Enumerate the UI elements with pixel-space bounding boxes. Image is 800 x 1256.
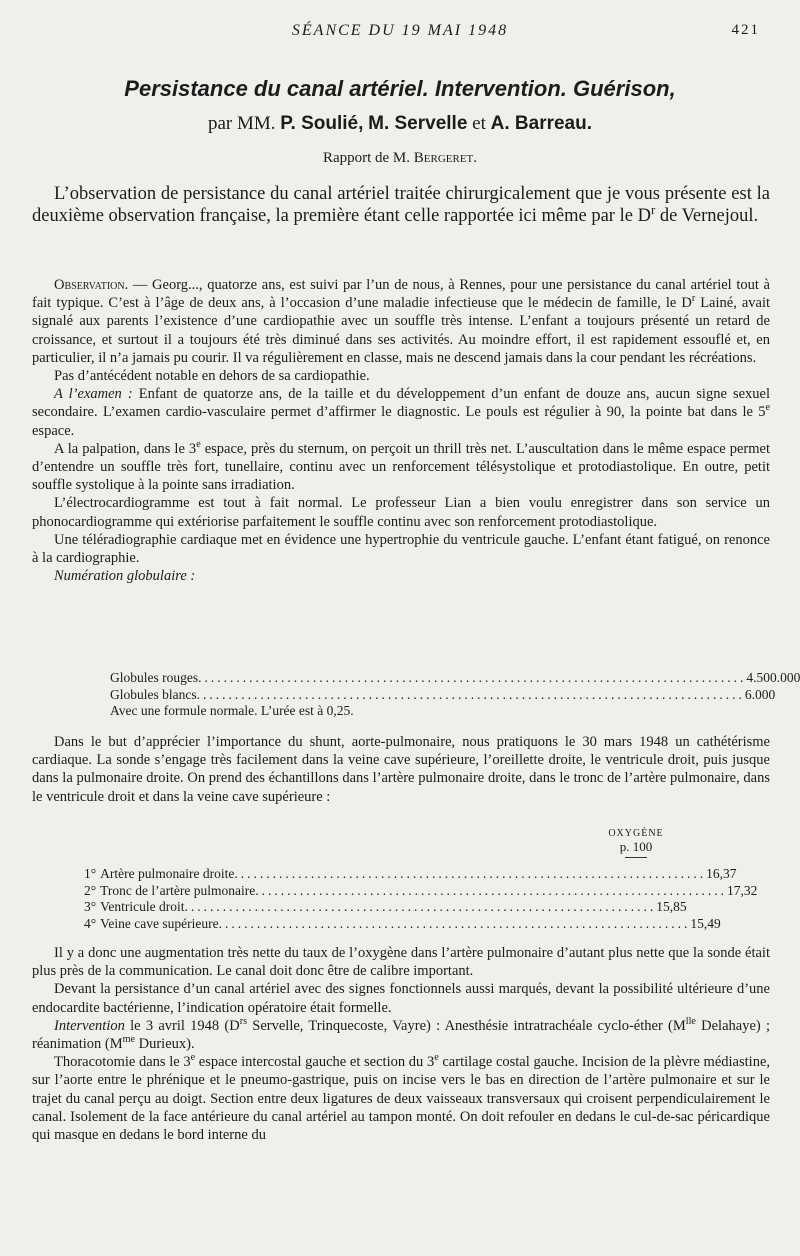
- blood-row: [110, 670, 800, 687]
- obs-p4-sup: e: [196, 439, 201, 450]
- oxygen-row-value: 15,85: [656, 899, 687, 914]
- thor-c: cartilage costal gauche. Incision de la plèvre médiastine, sur l’aorte entre le phrénique et le pneumo-gastrique, puis on incise vers le bas en direction de l’artère pulmonaire et sur le trajet du canal perçu au doigt. Section entre deux ligatures de deux vaisseaux transversaux qui croisent perpendiculairement le canal. Isolement de la face antérieure du canal artériel au tampon monté. On doit refouler en dedans le cul-de-sac péricardique qui masque en dedans le bord interne du: [32, 1054, 771, 1144]
- rapport-text: Rapport de M.: [322, 150, 411, 166]
- examen-label: A l’examen :: [54, 386, 133, 403]
- oxygen-row-label: Veine cave supérieure: [100, 915, 219, 931]
- blood-row-value: 4.500.000: [746, 670, 800, 685]
- thor-a: Thoracotomie dans le 3: [54, 1054, 191, 1071]
- observation-p1: [32, 276, 770, 367]
- closing-p1: Il y a donc une augmentation très nette du taux de l’oxygène dans l’artère pulmonaire d’autant plus nette que la sonde était plus près de la communication. Le canal doit donc être de calibre important.: [32, 945, 770, 980]
- obs-p3-sup: e: [765, 402, 770, 414]
- observation-p3: [32, 385, 770, 440]
- author-line: [32, 113, 768, 135]
- obs-p3b: espace.: [32, 422, 75, 439]
- closing-p2: Devant la persistance d’un canal artériel avec des signes fonctionnels aussi marqués, devant la possibilité ultérieure d’une endocardite bactérienne, l’indication opératoire était formelle.: [32, 981, 770, 1016]
- intro-text: L’observation de persistance du canal artériel traitée chirurgicalement que je vous présente est la deuxième observation française, la première étant celle rapportée ici même par le D: [32, 184, 770, 226]
- shunt-text: Dans le but d’apprécier l’importance du shunt, aorte-pulmonaire, nous pratiquons le 30 mars 1948 un cathétérisme cardiaque. La sonde s’engage très facilement dans la veine cave supérieure, l’oreillette droite, le ventricule droit, puis jusque dans la pulmonaire droite. On prend des échantillons dans l’artère pulmonaire droite, dans le tronc de l’artère pulmonaire, dans le ventricule droit et dans la veine cave supérieure :: [32, 734, 770, 805]
- obs-p1b: Lainé, avait signalé aux parents l’existence d’une cardiopathie avec un souffle très intense. L’enfant a toujours présenté un retard de croissance, et surtout il a toujours été très diminué dans ses activités. Au moindre effort, il est rapidement essouflé et, en particulier, il n’a jamais pu courir. Il va régulièrement en classe, mais ne descend jamais dans la cour pendant les récréations.: [32, 295, 771, 366]
- observation-p2: Pas d’antécédent notable en dehors de sa cardiopathie.: [54, 368, 370, 385]
- obs-p1-sup: r: [691, 293, 696, 305]
- author-1: P. Soulié,: [280, 113, 364, 134]
- int-a: le 3 avril 1948 (D: [124, 1017, 240, 1034]
- author-prefix: par MM.: [207, 113, 276, 134]
- leader-dots: ......................................................................................: [198, 670, 747, 685]
- thor-b: espace intercostal gauche et section du 3: [195, 1054, 435, 1071]
- oxygen-row: [84, 899, 687, 916]
- oxygen-head-2: p. 100: [619, 839, 653, 854]
- observation-p5: L’électrocardiogramme est tout à fait normal. Le professeur Lian a bien voulu enregistrer dans son service un phonocardiogramme qui extériorise parfaitement le souffle continu avec son renforcement protodiastolique.: [32, 495, 770, 530]
- blood-note: Avec une formule normale. L’urée est à 0,25.: [110, 703, 354, 718]
- intro-end: de Vernejoul.: [655, 206, 759, 226]
- leader-dots: ..........................................................................: [255, 882, 727, 898]
- oxygen-row-label: Tronc de l’artère pulmonaire: [100, 882, 256, 898]
- blood-row: [110, 686, 776, 704]
- observation-p4: [32, 440, 770, 495]
- oxygen-row-value: 17,32: [726, 882, 758, 898]
- observation-p6: Une téléradiographie cardiaque met en évidence une hypertrophie du ventricule gauche. L’enfant étant fatigué, on renonce à la cardiographie.: [32, 531, 770, 567]
- oxygen-row-label: Ventricule droit: [100, 899, 185, 914]
- rapport-name: Bergeret.: [413, 150, 478, 166]
- int-sup-2: lle: [685, 1015, 696, 1027]
- intervention-label: Intervention: [54, 1017, 125, 1034]
- oxygen-row-num: 4°: [84, 915, 97, 931]
- obs-p4b: espace, près du sternum, on perçoit un thrill très net. L’auscultation dans le même espace permet d’entendre un souffle très fort, tunellaire, continu avec un renforcement télésystolique et protodiastolique. En outre, petit souffle systolique à la pointe sans irradiation.: [32, 440, 770, 494]
- oxygen-row: [84, 915, 721, 933]
- observation-label: Observation.: [54, 277, 129, 293]
- closing-section: [32, 944, 770, 1144]
- thor-sup-1: e: [190, 1052, 196, 1064]
- thoracotomie-paragraph: [32, 1053, 770, 1144]
- oxygen-row-num: 3°: [84, 899, 97, 914]
- oxygen-row-num: 2°: [84, 882, 97, 898]
- int-sup-1: rs: [239, 1015, 248, 1027]
- int-c: Delahaye) ; réanimation (M: [32, 1017, 770, 1053]
- numeration-heading: Numération globulaire :: [54, 568, 196, 585]
- author-3: A. Barreau.: [490, 113, 592, 134]
- observation-section: [32, 276, 770, 585]
- intro-sup: r: [650, 201, 656, 217]
- oxygen-row: [84, 882, 758, 900]
- page-number: 421: [731, 22, 760, 38]
- int-d: Durieux).: [134, 1036, 195, 1053]
- article-title: Persistance du canal artériel. Intervention. Guérison,: [124, 76, 676, 101]
- page-header: [32, 22, 768, 44]
- oxygen-head-1: OXYGÈNE: [608, 828, 664, 839]
- thor-sup-2: e: [434, 1052, 439, 1064]
- shunt-paragraph: [32, 733, 770, 806]
- oxygen-header: [600, 827, 672, 858]
- author-et: et: [472, 113, 486, 134]
- intervention-paragraph: [32, 1017, 770, 1053]
- leader-dots: ..........................................................................: [184, 899, 657, 914]
- leader-dots: ......................................................................................: [196, 686, 745, 702]
- intro-paragraph: [32, 183, 770, 227]
- oxygen-row-value: 15,49: [690, 915, 721, 931]
- obs-p4a: A la palpation, dans le 3: [54, 440, 197, 457]
- int-b: Servelle, Trinquecoste, Vayre) : Anesthésie intratrachéale cyclo-éther (M: [247, 1017, 686, 1034]
- oxygen-row-value: 16,37: [706, 866, 737, 881]
- blood-row-label: Globules rouges: [110, 670, 199, 685]
- oxygen-row-label: Artère pulmonaire droite: [100, 866, 235, 881]
- blood-row-label: Globules blancs: [110, 686, 197, 702]
- oxygen-row-num: 1°: [84, 866, 97, 881]
- author-2: M. Servelle: [368, 113, 468, 134]
- leader-dots: ..........................................................................: [234, 866, 707, 881]
- leader-dots: ..........................................................................: [218, 915, 691, 931]
- obs-p3a: Enfant de quatorze ans, de la taille et du développement d’un enfant de douze ans, aucun signe sexuel secondaire. L’examen cardio-vasculaire permet d’affirmer le diagnostic. Le pouls est régulier à 90, la pointe bat dans le 5: [32, 386, 770, 421]
- oxygen-table: [84, 866, 758, 932]
- obs-p1a: — Georg..., quatorze ans, est suivi par l’un de nous, à Rennes, pour une persistance du canal artériel tout à fait typique. C’est à l’âge de deux ans, à l’occasion d’une maladie infectieuse que le médecin de famille, le D: [32, 277, 770, 312]
- blood-count-table: [110, 670, 800, 720]
- oxygen-row: [84, 866, 737, 883]
- int-sup-3: me: [122, 1034, 135, 1046]
- rapport-line: [32, 150, 768, 167]
- blood-row-value: 6.000: [744, 686, 776, 702]
- oxygen-rule: [625, 857, 647, 858]
- running-head: SÉANCE DU 19 MAI 1948: [291, 22, 509, 39]
